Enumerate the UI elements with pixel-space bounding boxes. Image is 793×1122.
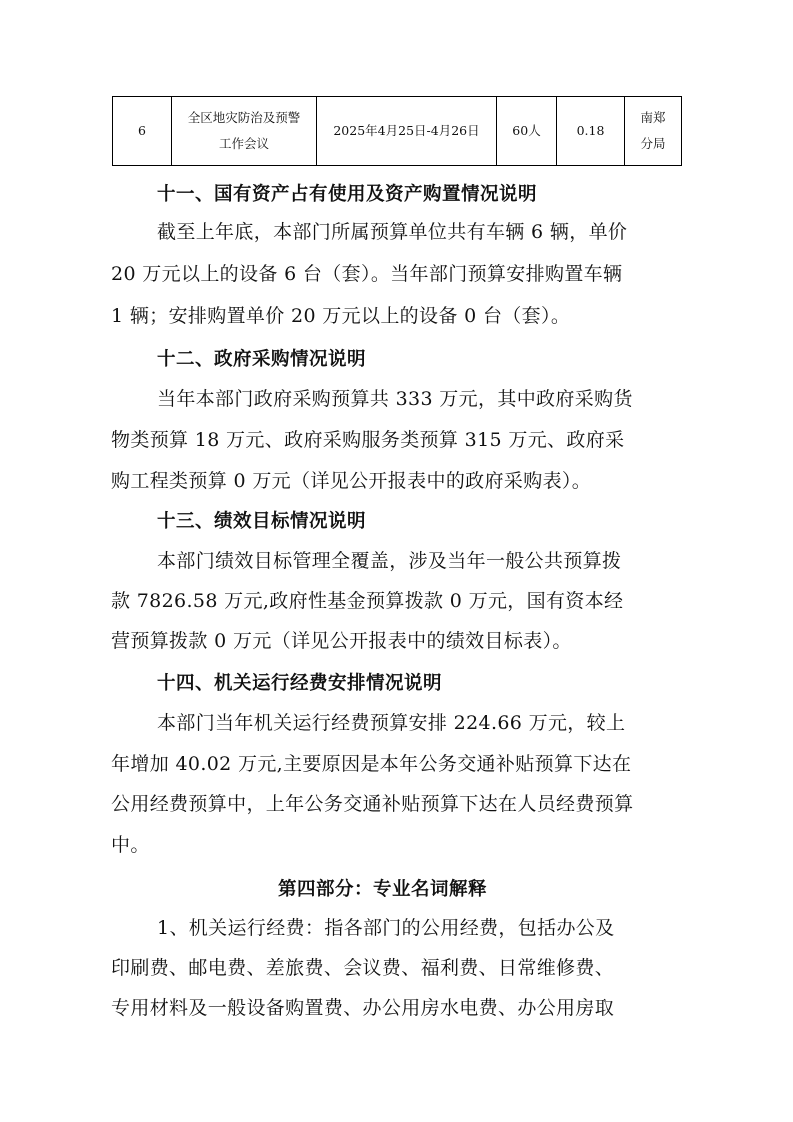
section-14-heading: 十四、机关运行经费安排情况说明 xyxy=(157,673,443,694)
paragraph-line: 20 万元以上的设备 6 台（套）。当年部门预算安排购置车辆 xyxy=(111,263,623,285)
paragraph-line: 营预算拨款 0 万元（详见公开报表中的绩效目标表）。 xyxy=(111,630,572,652)
paragraph-line: 款 7826.58 万元,政府性基金预算拨款 0 万元，国有资本经 xyxy=(111,590,624,612)
section-11-heading: 十一、国有资产占有使用及资产购置情况说明 xyxy=(157,184,538,205)
cell-meeting-name: 全区地灾防治及预警工作会议 xyxy=(172,97,317,166)
paragraph-line: 年增加 40.02 万元,主要原因是本年公务交通补贴预算下达在 xyxy=(111,753,632,775)
paragraph-line: 截至上年底，本部门所属预算单位共有车辆 6 辆，单价 xyxy=(157,221,628,243)
paragraph-line: 本部门绩效目标管理全覆盖，涉及当年一般公共预算拨 xyxy=(157,550,622,572)
cell-meeting-time: 2025年4月25日-4月26日 xyxy=(317,97,497,166)
table-row xyxy=(113,97,682,166)
paragraph-line: 1 辆；安排购置单价 20 万元以上的设备 0 台（套）。 xyxy=(111,305,571,327)
cell-amount: 0.18 xyxy=(557,97,625,166)
section-12-heading: 十二、政府采购情况说明 xyxy=(157,349,367,370)
paragraph-line: 专用材料及一般设备购置费、办公用房水电费、办公用房取 xyxy=(111,997,615,1019)
paragraph-line: 1、机关运行经费：指各部门的公用经费，包括办公及 xyxy=(157,917,615,939)
paragraph-line: 中。 xyxy=(111,834,150,856)
paragraph-line: 公用经费预算中，上年公务交通补贴预算下达在人员经费预算 xyxy=(111,793,634,815)
cell-unit: 南郑分局 xyxy=(625,97,682,166)
paragraph-line: 本部门当年机关运行经费预算安排 224.66 万元，较上 xyxy=(157,712,626,734)
section-13-heading: 十三、绩效目标情况说明 xyxy=(157,511,367,532)
meeting-table xyxy=(112,96,682,166)
paragraph-line: 印刷费、邮电费、差旅费、会议费、福利费、日常维修费、 xyxy=(111,957,615,979)
cell-no: 6 xyxy=(113,97,172,166)
paragraph-line: 购工程类预算 0 万元（详见公开报表中的政府采购表）。 xyxy=(111,470,592,492)
paragraph-line: 当年本部门政府采购预算共 333 万元，其中政府采购货 xyxy=(157,388,633,410)
part-4-heading: 第四部分：专业名词解释 xyxy=(278,879,488,900)
cell-people: 60人 xyxy=(497,97,557,166)
paragraph-line: 物类预算 18 万元、政府采购服务类预算 315 万元、政府采 xyxy=(111,429,625,451)
